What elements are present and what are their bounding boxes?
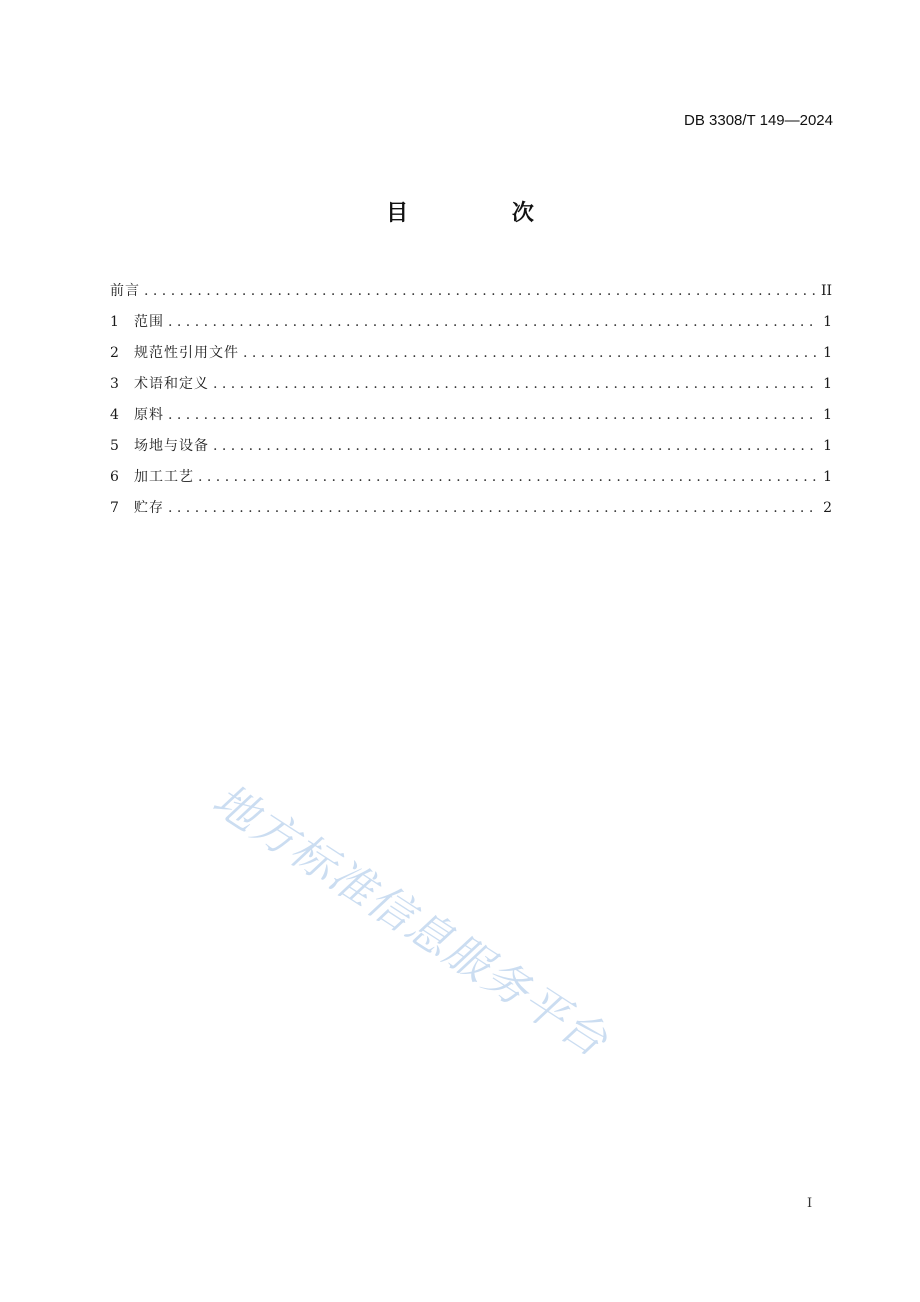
watermark: 地方标准信息服务平台 xyxy=(203,774,618,1068)
toc-entry-page: 1 xyxy=(823,407,832,423)
toc-entry-number: 2 xyxy=(110,345,119,361)
toc-entry-raw-materials[interactable] xyxy=(110,403,832,434)
toc-entry-label: 范围 xyxy=(134,314,164,330)
toc-dot-leader xyxy=(168,310,819,334)
toc-entry-number: 3 xyxy=(110,376,119,392)
toc-entry-page: II xyxy=(820,283,832,299)
toc-entry-storage[interactable] xyxy=(110,496,832,527)
toc-entry-number: 6 xyxy=(110,469,119,485)
toc-entry-normative-references[interactable] xyxy=(110,341,832,372)
toc-entry-label: 原料 xyxy=(134,407,164,423)
toc-entry-label: 场地与设备 xyxy=(134,438,209,454)
toc-entry-page: 1 xyxy=(823,438,832,454)
toc-entry-label: 规范性引用文件 xyxy=(134,345,239,361)
document-code: DB 3308/T 149—2024 xyxy=(684,112,833,129)
toc-entry-page: 1 xyxy=(823,314,832,330)
toc-entry-number: 1 xyxy=(110,314,119,330)
toc-entry-page: 1 xyxy=(823,345,832,361)
toc-dot-leader xyxy=(144,279,817,303)
toc-entry-scope[interactable] xyxy=(110,310,832,341)
toc-entry-number: 4 xyxy=(110,407,119,423)
toc-entry-page: 2 xyxy=(823,500,832,516)
toc-dot-leader xyxy=(213,434,819,458)
toc-entry-processing[interactable] xyxy=(110,465,832,496)
toc-dot-leader xyxy=(168,496,819,520)
toc-entry-number: 7 xyxy=(110,500,119,516)
toc-entry-page: 1 xyxy=(823,376,832,392)
toc-entry-label: 前言 xyxy=(110,283,140,299)
table-of-contents xyxy=(110,279,832,527)
toc-entry-site-equipment[interactable] xyxy=(110,434,832,465)
toc-title: 目 次 xyxy=(386,201,582,226)
toc-entry-page: 1 xyxy=(823,469,832,485)
toc-entry-foreword[interactable] xyxy=(110,279,832,310)
toc-entry-label: 贮存 xyxy=(134,500,164,516)
toc-dot-leader xyxy=(168,403,819,427)
toc-entry-terms-definitions[interactable] xyxy=(110,372,832,403)
toc-entry-label: 加工工艺 xyxy=(134,469,194,485)
toc-entry-number: 5 xyxy=(110,438,119,454)
toc-dot-leader xyxy=(243,341,819,365)
toc-entry-label: 术语和定义 xyxy=(134,376,209,392)
toc-dot-leader xyxy=(198,465,819,489)
toc-dot-leader xyxy=(213,372,819,396)
page-number: I xyxy=(807,1196,813,1211)
